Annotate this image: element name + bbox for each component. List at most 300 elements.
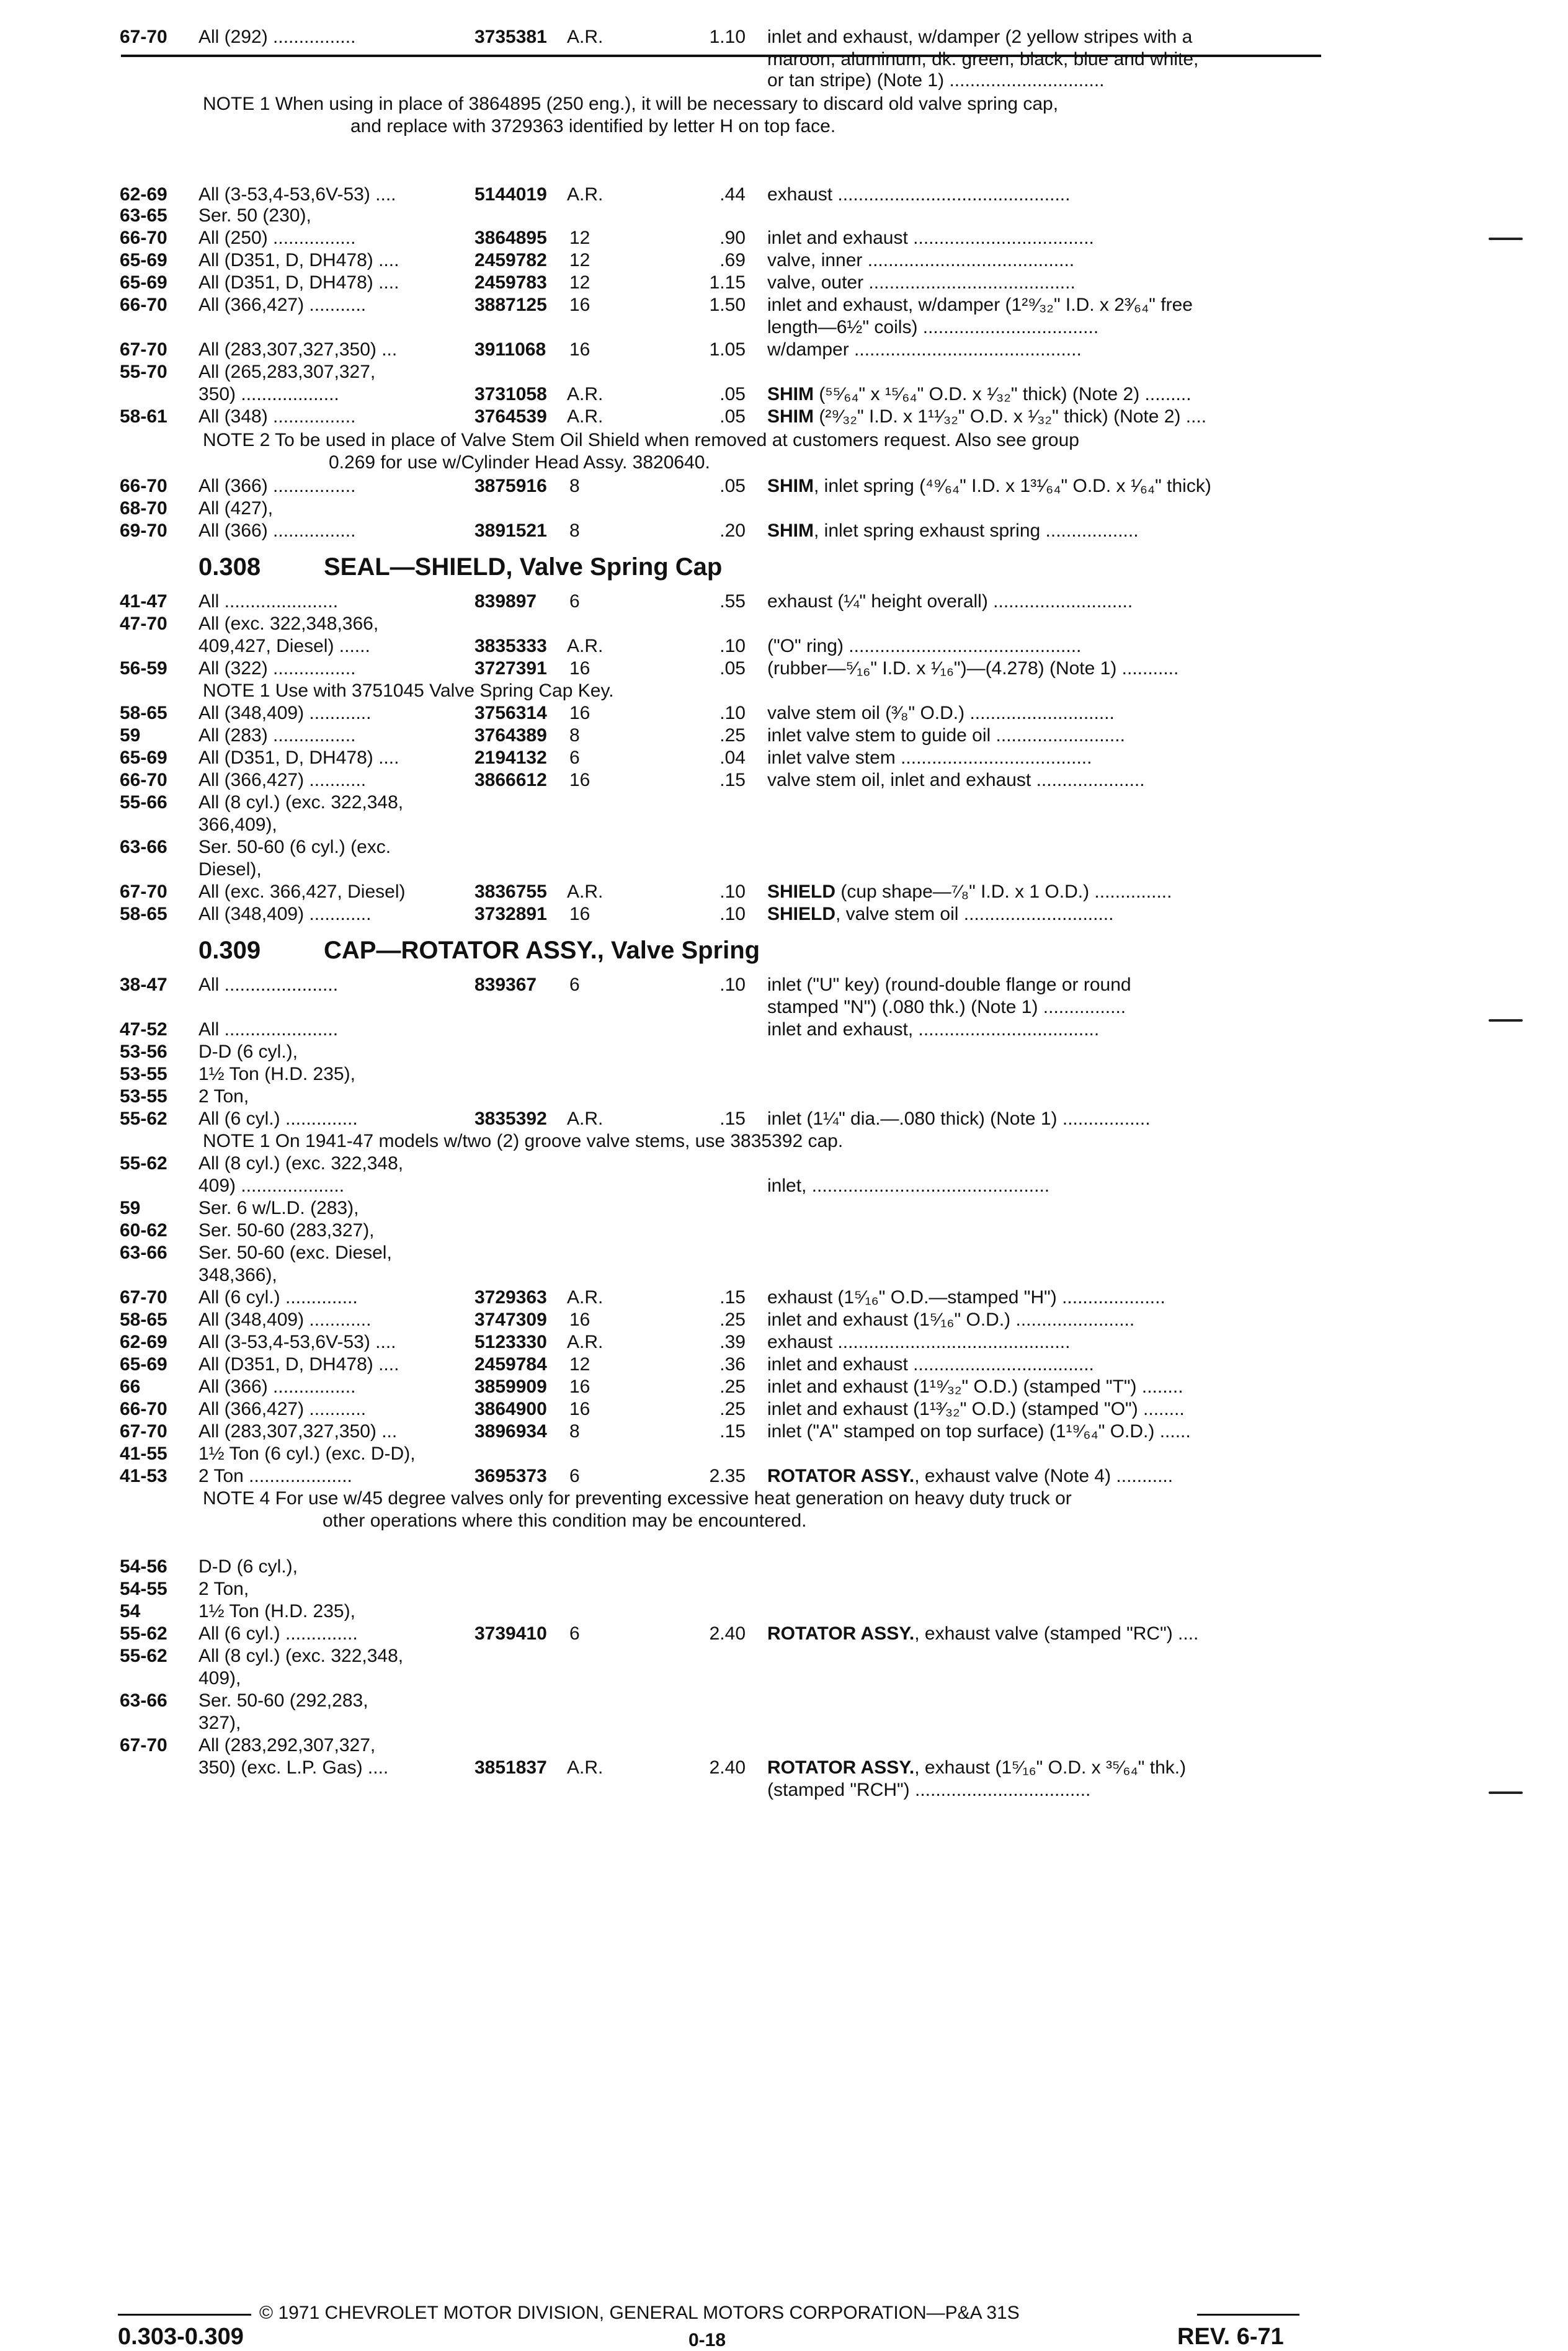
- table-row: [0, 1623, 1568, 1645]
- part-number: 3732891: [474, 904, 547, 924]
- description: (stamped "RCH") ..................................: [767, 1780, 1091, 1800]
- list-price: .10: [719, 703, 746, 723]
- model-years: 63-65: [120, 205, 167, 226]
- model-application: All ......................: [198, 975, 339, 995]
- note-text: NOTE 4 For use w/45 degree valves only for preventing excessive heat generation on heavy duty truck or: [203, 1488, 1072, 1509]
- package-quantity: A.R.: [567, 1109, 604, 1129]
- description: inlet and exhaust (1⁵⁄₁₆" O.D.) .......................: [767, 1309, 1135, 1330]
- model-application: Ser. 50-60 (6 cyl.) (exc.: [198, 837, 391, 857]
- package-quantity: A.R.: [567, 1757, 604, 1778]
- part-number: 3695373: [474, 1466, 547, 1486]
- table-row: [0, 69, 1568, 92]
- page-number: 0-18: [688, 2330, 726, 2350]
- list-price: .10: [719, 636, 746, 656]
- model-years: 63-66: [120, 837, 167, 857]
- package-quantity: 16: [569, 1399, 590, 1419]
- table-row: [0, 792, 1568, 814]
- table-row: [0, 1376, 1568, 1398]
- part-number: 5144019: [474, 184, 547, 205]
- model-application: All (366) ................: [198, 1376, 356, 1397]
- table-row: [0, 658, 1568, 680]
- model-application: Ser. 50-60 (292,283,: [198, 1690, 368, 1711]
- package-quantity: 16: [569, 904, 590, 924]
- package-quantity: 6: [569, 1623, 580, 1644]
- part-number: 839897: [474, 591, 537, 612]
- list-price: .25: [719, 1376, 746, 1397]
- part-number: 3731058: [474, 384, 547, 404]
- list-price: 2.40: [709, 1623, 746, 1644]
- part-number: 3859909: [474, 1376, 547, 1397]
- list-price: .25: [719, 1399, 746, 1419]
- table-row: [0, 1779, 1568, 1801]
- part-number: 3891521: [474, 520, 547, 541]
- list-price: .15: [719, 1287, 746, 1308]
- model-application: All (366,427) ...........: [198, 770, 367, 790]
- table-row: [0, 316, 1568, 339]
- revision-label: REV. 6-71: [1177, 2324, 1284, 2350]
- model-application: Ser. 6 w/L.D. (283),: [198, 1198, 359, 1218]
- model-application: 1½ Ton (H.D. 235),: [198, 1601, 355, 1622]
- model-years: 38-47: [120, 975, 167, 995]
- list-price: .05: [719, 384, 746, 404]
- model-application: 2 Ton,: [198, 1579, 249, 1599]
- model-application: All (3-53,4-53,6V-53) ....: [198, 1332, 396, 1352]
- section-number: 0.308: [198, 553, 261, 581]
- description: inlet and exhaust, w/damper (2 yellow stripes with a: [767, 27, 1193, 47]
- part-number: 839367: [474, 975, 537, 995]
- list-price: 1.50: [709, 295, 746, 315]
- table-row: [0, 48, 1568, 71]
- package-quantity: 16: [569, 295, 590, 315]
- model-years: 41-53: [120, 1466, 167, 1486]
- section-title: CAP—ROTATOR ASSY., Valve Spring: [324, 937, 760, 964]
- model-application: All (283) ................: [198, 725, 356, 746]
- copyright-line: © 1971 CHEVROLET MOTOR DIVISION, GENERAL MOTORS CORPORATION—P&A 31S: [259, 2303, 1020, 2323]
- model-application: All (366) ................: [198, 476, 356, 496]
- package-quantity: 8: [569, 476, 580, 496]
- description: inlet and exhaust ...................................: [767, 228, 1094, 248]
- note-text: other operations where this condition may be encountered.: [323, 1510, 807, 1531]
- description: inlet valve stem to guide oil .........................: [767, 725, 1125, 746]
- model-years: 62-69: [120, 184, 167, 205]
- model-years: 60-62: [120, 1220, 167, 1241]
- list-price: .05: [719, 406, 746, 427]
- model-application: All ......................: [198, 1019, 339, 1040]
- part-number: 3729363: [474, 1287, 547, 1308]
- list-price: .10: [719, 881, 746, 902]
- model-years: 69-70: [120, 520, 167, 541]
- list-price: .05: [719, 476, 746, 496]
- model-application: D-D (6 cyl.),: [198, 1556, 298, 1577]
- model-years: 54: [120, 1601, 141, 1622]
- table-row: [0, 1465, 1568, 1488]
- package-quantity: 6: [569, 747, 580, 768]
- model-years: 66-70: [120, 770, 167, 790]
- description: SHIM (⁵⁵⁄₆₄" x ¹⁵⁄₆₄" O.D. x ¹⁄₃₂" thick) (Note 2) .........: [767, 384, 1192, 404]
- model-years: 55-62: [120, 1109, 167, 1129]
- package-quantity: 12: [569, 228, 590, 248]
- model-application: 348,366),: [198, 1265, 277, 1285]
- model-years: 66-70: [120, 476, 167, 496]
- package-quantity: A.R.: [567, 27, 604, 47]
- note-text: and replace with 3729363 identified by letter H on top face.: [350, 116, 836, 136]
- description: SHIM, inlet spring exhaust spring ..................: [767, 520, 1139, 541]
- table-row: [0, 1175, 1568, 1197]
- description: w/damper ............................................: [767, 339, 1082, 360]
- table-row: [0, 1690, 1568, 1712]
- model-application: All (3-53,4-53,6V-53) ....: [198, 184, 396, 205]
- model-years: 47-52: [120, 1019, 167, 1040]
- description: SHIM (²⁹⁄₃₂" I.D. x 1¹¹⁄₃₂" O.D. x ¹⁄₃₂" thick) (Note 2) ....: [767, 406, 1207, 427]
- table-row: [0, 769, 1568, 792]
- model-years: 41-47: [120, 591, 167, 612]
- model-application: Ser. 50-60 (283,327),: [198, 1220, 375, 1241]
- list-price: 1.10: [709, 27, 746, 47]
- model-application: All (322) ................: [198, 658, 356, 679]
- part-number: 3896934: [474, 1421, 547, 1442]
- package-quantity: 8: [569, 725, 580, 746]
- model-application: All (348,409) ............: [198, 703, 372, 723]
- package-quantity: A.R.: [567, 406, 604, 427]
- table-row: [0, 520, 1568, 542]
- model-application: All ......................: [198, 591, 339, 612]
- table-row: [0, 383, 1568, 406]
- list-price: .15: [719, 1109, 746, 1129]
- list-price: .25: [719, 725, 746, 746]
- model-application: 409),: [198, 1668, 241, 1689]
- section-title: SEAL—SHIELD, Valve Spring Cap: [324, 553, 723, 581]
- part-number: 3864900: [474, 1399, 547, 1419]
- section-heading: [198, 552, 722, 582]
- table-row: [0, 1019, 1568, 1041]
- description: ROTATOR ASSY., exhaust valve (stamped "RC") ....: [767, 1623, 1199, 1644]
- model-years: 63-66: [120, 1690, 167, 1711]
- model-years: 63-66: [120, 1242, 167, 1263]
- model-application: All (265,283,307,327,: [198, 362, 376, 382]
- list-price: .15: [719, 770, 746, 790]
- description: (rubber—⁵⁄₁₆" I.D. x ¹⁄₁₆")—(4.278) (Note 1) ...........: [767, 658, 1179, 679]
- model-years: 66-70: [120, 228, 167, 248]
- model-application: 350) ...................: [198, 384, 339, 404]
- section-heading: [198, 935, 760, 965]
- part-number: 2459783: [474, 272, 547, 293]
- description: inlet and exhaust, ...................................: [767, 1019, 1100, 1040]
- table-row: [0, 881, 1568, 903]
- model-application: 409,427, Diesel) ......: [198, 636, 370, 656]
- list-price: .10: [719, 975, 746, 995]
- group-range: 0.303-0.309: [118, 2324, 244, 2350]
- package-quantity: 8: [569, 520, 580, 541]
- package-quantity: 6: [569, 591, 580, 612]
- model-application: 1½ Ton (H.D. 235),: [198, 1064, 355, 1084]
- description: length—6½" coils) ..................................: [767, 317, 1099, 337]
- list-price: .10: [719, 904, 746, 924]
- description: inlet ("U" key) (round-double flange or round: [767, 975, 1131, 995]
- model-application: All (8 cyl.) (exc. 322,348,: [198, 1646, 404, 1666]
- margin-mark: [1489, 238, 1523, 240]
- model-years: 55-62: [120, 1646, 167, 1666]
- package-quantity: 16: [569, 770, 590, 790]
- list-price: .44: [719, 184, 746, 205]
- description: exhaust (¼" height overall) ...........................: [767, 591, 1133, 612]
- model-years: 47-70: [120, 613, 167, 634]
- package-quantity: 8: [569, 1421, 580, 1442]
- package-quantity: 12: [569, 250, 590, 270]
- model-years: 54-55: [120, 1579, 167, 1599]
- model-application: All (283,292,307,327,: [198, 1735, 376, 1755]
- list-price: .55: [719, 591, 746, 612]
- package-quantity: 12: [569, 1354, 590, 1375]
- model-years: 59: [120, 725, 141, 746]
- table-row: [0, 497, 1568, 520]
- model-years: 53-55: [120, 1086, 167, 1107]
- table-row: [0, 859, 1568, 881]
- table-row: [0, 1398, 1568, 1421]
- model-years: 58-65: [120, 703, 167, 723]
- description: maroon, aluminum, dk. green, black, blue and white,: [767, 49, 1199, 69]
- model-application: All (366,427) ...........: [198, 295, 367, 315]
- part-number: 3747309: [474, 1309, 547, 1330]
- list-price: 2.40: [709, 1757, 746, 1778]
- package-quantity: 16: [569, 703, 590, 723]
- table-row: [0, 1242, 1568, 1264]
- model-application: Ser. 50 (230),: [198, 205, 311, 226]
- model-years: 58-65: [120, 904, 167, 924]
- package-quantity: A.R.: [567, 384, 604, 404]
- table-row: [0, 361, 1568, 383]
- part-number: 3911068: [474, 339, 546, 360]
- table-row: [0, 1757, 1568, 1779]
- table-row: [0, 1667, 1568, 1690]
- model-years: 67-70: [120, 1421, 167, 1442]
- model-application: All (D351, D, DH478) ....: [198, 1354, 399, 1375]
- list-price: .15: [719, 1421, 746, 1442]
- model-application: All (283,307,327,350) ...: [198, 339, 398, 360]
- part-number: 3835333: [474, 636, 547, 656]
- table-row: [0, 26, 1568, 48]
- table-row: [0, 475, 1568, 497]
- description: SHIELD, valve stem oil .............................: [767, 904, 1114, 924]
- table-row: [0, 184, 1568, 206]
- table-row: [0, 272, 1568, 294]
- margin-mark: [1489, 1791, 1523, 1794]
- list-price: 2.35: [709, 1466, 746, 1486]
- model-application: D-D (6 cyl.),: [198, 1042, 298, 1062]
- model-application: 366,409),: [198, 814, 277, 835]
- description: inlet (1¼" dia.—.080 thick) (Note 1) .................: [767, 1109, 1151, 1129]
- model-application: All (exc. 322,348,366,: [198, 613, 379, 634]
- description: inlet, ..............................................: [767, 1176, 1050, 1196]
- package-quantity: 6: [569, 975, 580, 995]
- description: ROTATOR ASSY., exhaust valve (Note 4) ...........: [767, 1466, 1174, 1486]
- model-application: All (366,427) ...........: [198, 1399, 367, 1419]
- model-years: 67-70: [120, 1287, 167, 1308]
- model-application: All (6 cyl.) ..............: [198, 1287, 358, 1308]
- model-years: 55-62: [120, 1153, 167, 1174]
- footer-rule-right: [1197, 2314, 1299, 2316]
- description: inlet valve stem .....................................: [767, 747, 1092, 768]
- description: inlet and exhaust ...................................: [767, 1354, 1094, 1375]
- model-years: 55-62: [120, 1623, 167, 1644]
- model-years: 62-69: [120, 1332, 167, 1352]
- description: inlet and exhaust (1¹³⁄₃₂" O.D.) (stamped "O") ........: [767, 1399, 1185, 1419]
- note-text: NOTE 2 To be used in place of Valve Stem Oil Shield when removed at customers request. Also see group: [203, 430, 1079, 450]
- list-price: 1.15: [709, 272, 746, 293]
- footer-rule-left: [118, 2314, 251, 2316]
- description: valve stem oil (³⁄₈" O.D.) ............................: [767, 703, 1115, 723]
- table-row: [0, 1331, 1568, 1354]
- part-number: 5123330: [474, 1332, 547, 1352]
- table-row: [0, 613, 1568, 635]
- table-row: [0, 1287, 1568, 1309]
- model-application: All (348) ................: [198, 406, 356, 427]
- package-quantity: A.R.: [567, 881, 604, 902]
- model-application: All (8 cyl.) (exc. 322,348,: [198, 792, 404, 813]
- table-row: [0, 1220, 1568, 1242]
- model-years: 53-55: [120, 1064, 167, 1084]
- model-application: All (D351, D, DH478) ....: [198, 747, 399, 768]
- package-quantity: 12: [569, 272, 590, 293]
- note-text: 0.269 for use w/Cylinder Head Assy. 3820640.: [329, 452, 710, 473]
- table-row: [0, 1197, 1568, 1220]
- table-row: [0, 1264, 1568, 1287]
- package-quantity: A.R.: [567, 184, 604, 205]
- model-application: All (292) ................: [198, 27, 356, 47]
- description: SHIELD (cup shape—⁷⁄₈" I.D. x 1 O.D.) ...............: [767, 881, 1172, 902]
- model-years: 65-69: [120, 250, 167, 270]
- description: SHIM, inlet spring (⁴⁹⁄₆₄" I.D. x 1³¹⁄₆₄" O.D. x ¹⁄₆₄" thick): [767, 476, 1211, 496]
- model-years: 58-61: [120, 406, 167, 427]
- part-number: 3735381: [474, 27, 547, 47]
- table-row: [0, 1734, 1568, 1757]
- part-number: 3764539: [474, 406, 547, 427]
- note-text: NOTE 1 Use with 3751045 Valve Spring Cap Key.: [203, 680, 614, 701]
- part-number: 2459782: [474, 250, 547, 270]
- table-row: [0, 1600, 1568, 1623]
- description: valve, inner ........................................: [767, 250, 1075, 270]
- margin-mark: [1489, 1019, 1523, 1022]
- package-quantity: 16: [569, 339, 590, 360]
- model-years: 65-69: [120, 1354, 167, 1375]
- list-price: .05: [719, 658, 746, 679]
- list-price: .20: [719, 520, 746, 541]
- model-years: 67-70: [120, 1735, 167, 1755]
- model-application: All (427),: [198, 498, 274, 519]
- model-years: 54-56: [120, 1556, 167, 1577]
- model-application: 2 Ton,: [198, 1086, 249, 1107]
- section-number: 0.309: [198, 937, 261, 964]
- table-row: [0, 1354, 1568, 1376]
- note-text: NOTE 1 On 1941-47 models w/two (2) groove valve stems, use 3835392 cap.: [203, 1131, 844, 1151]
- list-price: .04: [719, 747, 746, 768]
- table-row: [0, 227, 1568, 249]
- description: stamped "N") (.080 thk.) (Note 1) ................: [767, 997, 1126, 1017]
- model-application: All (283,307,327,350) ...: [198, 1421, 398, 1442]
- table-row: [0, 836, 1568, 859]
- table-row: [0, 1309, 1568, 1331]
- table-row: [0, 1712, 1568, 1734]
- model-years: 55-70: [120, 362, 167, 382]
- model-application: All (6 cyl.) ..............: [198, 1623, 358, 1644]
- table-row: [0, 406, 1568, 428]
- list-price: .36: [719, 1354, 746, 1375]
- model-application: All (250) ................: [198, 228, 356, 248]
- list-price: .90: [719, 228, 746, 248]
- table-row: [0, 339, 1568, 361]
- model-application: Ser. 50-60 (exc. Diesel,: [198, 1242, 392, 1263]
- list-price: .39: [719, 1332, 746, 1352]
- package-quantity: 16: [569, 1309, 590, 1330]
- model-years: 66-70: [120, 295, 167, 315]
- table-row: [0, 1153, 1568, 1175]
- part-number: 2194132: [474, 747, 547, 768]
- table-row: [0, 1578, 1568, 1600]
- package-quantity: A.R.: [567, 1332, 604, 1352]
- table-row: [0, 1443, 1568, 1465]
- model-years: 55-66: [120, 792, 167, 813]
- package-quantity: 16: [569, 1376, 590, 1397]
- model-years: 58-65: [120, 1309, 167, 1330]
- model-years: 65-69: [120, 272, 167, 293]
- model-application: All (348,409) ............: [198, 904, 372, 924]
- table-row: [0, 635, 1568, 658]
- part-number: 3836755: [474, 881, 547, 902]
- package-quantity: 16: [569, 658, 590, 679]
- description: exhaust .............................................: [767, 1332, 1071, 1352]
- part-number: 3887125: [474, 295, 547, 315]
- table-row: [0, 1108, 1568, 1130]
- description: ("O" ring) .............................................: [767, 636, 1082, 656]
- package-quantity: A.R.: [567, 636, 604, 656]
- table-row: [0, 1645, 1568, 1667]
- model-application: 327),: [198, 1713, 241, 1733]
- model-years: 53-56: [120, 1042, 167, 1062]
- table-row: [0, 1556, 1568, 1578]
- model-years: 65-69: [120, 747, 167, 768]
- description: inlet ("A" stamped on top surface) (1¹⁹⁄₆₄" O.D.) ......: [767, 1421, 1191, 1442]
- package-quantity: 6: [569, 1466, 580, 1486]
- table-row: [0, 591, 1568, 613]
- description: valve, outer ........................................: [767, 272, 1076, 293]
- model-years: 41-55: [120, 1443, 167, 1464]
- description: inlet and exhaust (1¹⁹⁄₃₂" O.D.) (stamped "T") ........: [767, 1376, 1183, 1397]
- table-row: [0, 747, 1568, 769]
- model-application: 409) ....................: [198, 1176, 345, 1196]
- model-years: 68-70: [120, 498, 167, 519]
- model-application: 350) (exc. L.P. Gas) ....: [198, 1757, 389, 1778]
- model-years: 59: [120, 1198, 141, 1218]
- list-price: 1.05: [709, 339, 746, 360]
- model-years: 56-59: [120, 658, 167, 679]
- table-row: [0, 294, 1568, 316]
- model-years: 67-70: [120, 339, 167, 360]
- table-row: [0, 702, 1568, 725]
- description: or tan stripe) (Note 1) ..............................: [767, 70, 1105, 91]
- table-row: [0, 1086, 1568, 1108]
- part-number: 3866612: [474, 770, 547, 790]
- model-application: All (366) ................: [198, 520, 356, 541]
- table-row: [0, 205, 1568, 227]
- model-years: 66-70: [120, 1399, 167, 1419]
- list-price: .25: [719, 1309, 746, 1330]
- model-application: All (8 cyl.) (exc. 322,348,: [198, 1153, 404, 1174]
- description: exhaust .............................................: [767, 184, 1071, 205]
- description: ROTATOR ASSY., exhaust (1⁵⁄₁₆" O.D. x ³⁵⁄₆₄" thk.): [767, 1757, 1187, 1778]
- description: valve stem oil, inlet and exhaust .....................: [767, 770, 1145, 790]
- model-application: All (348,409) ............: [198, 1309, 372, 1330]
- table-row: [0, 996, 1568, 1019]
- part-number: 3727391: [474, 658, 547, 679]
